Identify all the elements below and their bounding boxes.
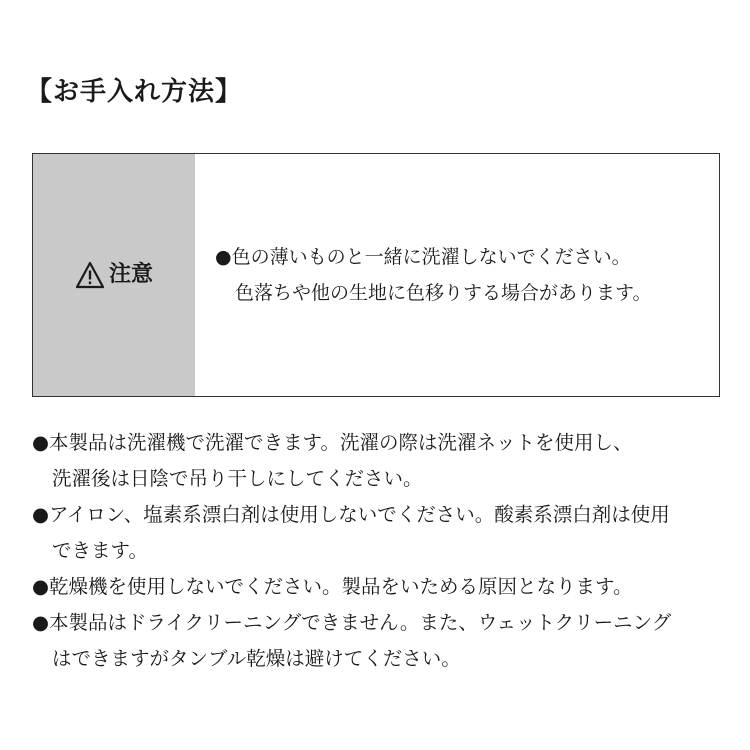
instruction-item-washing <box>32 425 732 497</box>
care-instructions-list <box>32 425 732 677</box>
instruction-item-ironing-bleach <box>32 497 732 569</box>
instruction-line: 洗濯後は日陰で吊り干しにしてください。 <box>52 467 423 490</box>
caution-box <box>32 153 720 397</box>
page-title: 【お手入れ方法】 <box>26 77 243 107</box>
instruction-line: できます。 <box>52 539 148 562</box>
warning-triangle-icon <box>75 261 105 289</box>
instruction-line: ●アイロン、塩素系漂白剤は使用しないでください。酸素系漂白剤は使用 <box>32 503 670 526</box>
caution-line: 色落ちや他の生地に色移りする場合があります。 <box>235 282 652 304</box>
instruction-line: ●乾燥機を使用しないでください。製品をいためる原因となります。 <box>32 575 633 598</box>
caution-line: ●色の薄いものと一緒に洗濯しないでください。 <box>215 246 631 268</box>
instruction-line: ●本製品はドライクリーニングできません。また、ウェットクリーニング <box>32 611 672 634</box>
instruction-item-dry-cleaning <box>32 605 732 677</box>
instruction-line: はできますがタンブル乾燥は避けてください。 <box>52 647 461 670</box>
instruction-line: ●本製品は洗濯機で洗濯できます。洗濯の際は洗濯ネットを使用し、 <box>32 431 633 454</box>
instruction-item-dryer <box>32 569 732 605</box>
caution-label-cell <box>33 154 195 396</box>
caution-text-cell <box>195 154 719 396</box>
caution-label: 注意 <box>108 262 153 287</box>
